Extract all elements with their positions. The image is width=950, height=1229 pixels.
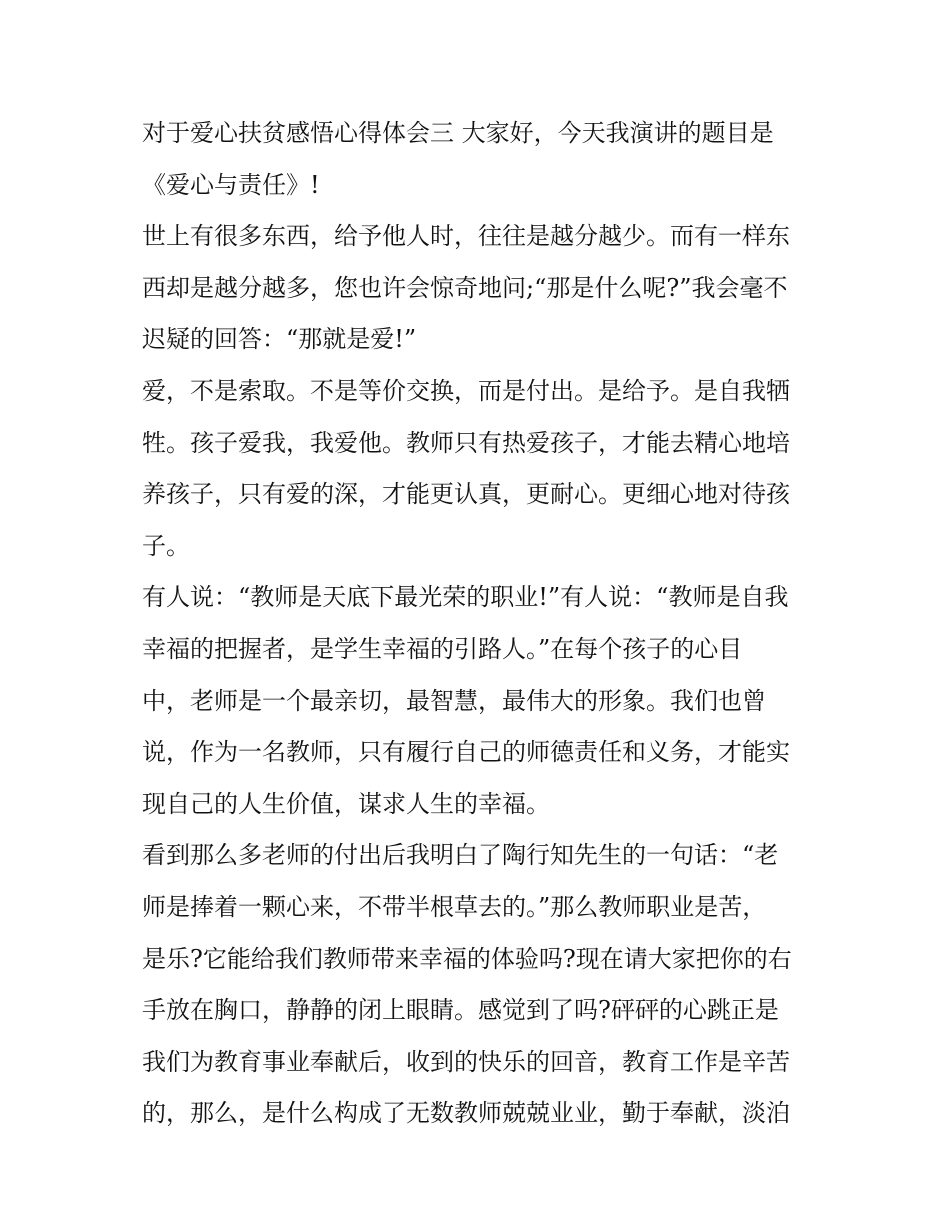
text-line: 是乐?它能给我们教师带来幸福的体验吗?现在请大家把你的右 [142, 944, 792, 973]
text-line: 中，老师是一个最亲切，最智慧，最伟大的形象。我们也曾 [142, 686, 766, 715]
text-line: 看到那么多老师的付出后我明白了陶行知先生的一句话：“老 [142, 841, 779, 870]
text-line: 幸福的把握者，是学生幸福的引路人。”在每个孩子的心目 [142, 634, 743, 663]
text-line: 现自己的人生价值，谋求人生的幸福。 [142, 789, 550, 818]
text-line: 西却是越分越多，您也许会惊奇地问;“那是什么呢?”我会毫不 [142, 273, 788, 302]
text-line: 世上有很多东西，给予他人时，往往是越分越少。而有一样东 [142, 222, 790, 251]
text-line: 牲。孩子爱我，我爱他。教师只有热爱孩子，才能去精心地培 [142, 428, 790, 457]
text-line: 师是捧着一颗心来，不带半根草去的。”那么教师职业是苦， [142, 892, 767, 921]
text-line: 养孩子，只有爱的深，才能更认真，更耐心。更细心地对待孩 [142, 480, 790, 509]
text-line: 说，作为一名教师，只有履行自己的师德责任和义务，才能实 [142, 738, 790, 767]
text-line: 迟疑的回答：“那就是爱!” [142, 325, 417, 354]
text-line: 《爱心与责任》! [142, 170, 320, 199]
text-line: 我们为教育事业奉献后，收到的快乐的回音，教育工作是辛苦 [142, 1047, 790, 1076]
document-body [142, 108, 812, 1140]
text-line: 爱，不是索取。不是等价交换，而是付出。是给予。是自我牺 [142, 376, 790, 405]
text-line: 对于爱心扶贫感悟心得体会三 大家好，今天我演讲的题目是 [142, 119, 774, 147]
text-line: 有人说：“教师是天底下最光荣的职业!”有人说：“教师是自我 [142, 583, 789, 612]
text-line: 手放在胸口，静静的闭上眼睛。感觉到了吗?砰砰的心跳正是 [142, 996, 779, 1025]
text-line: 的，那么，是什么构成了无数教师兢兢业业，勤于奉献，淡泊 [142, 1099, 790, 1128]
text-line: 子。 [142, 531, 190, 560]
